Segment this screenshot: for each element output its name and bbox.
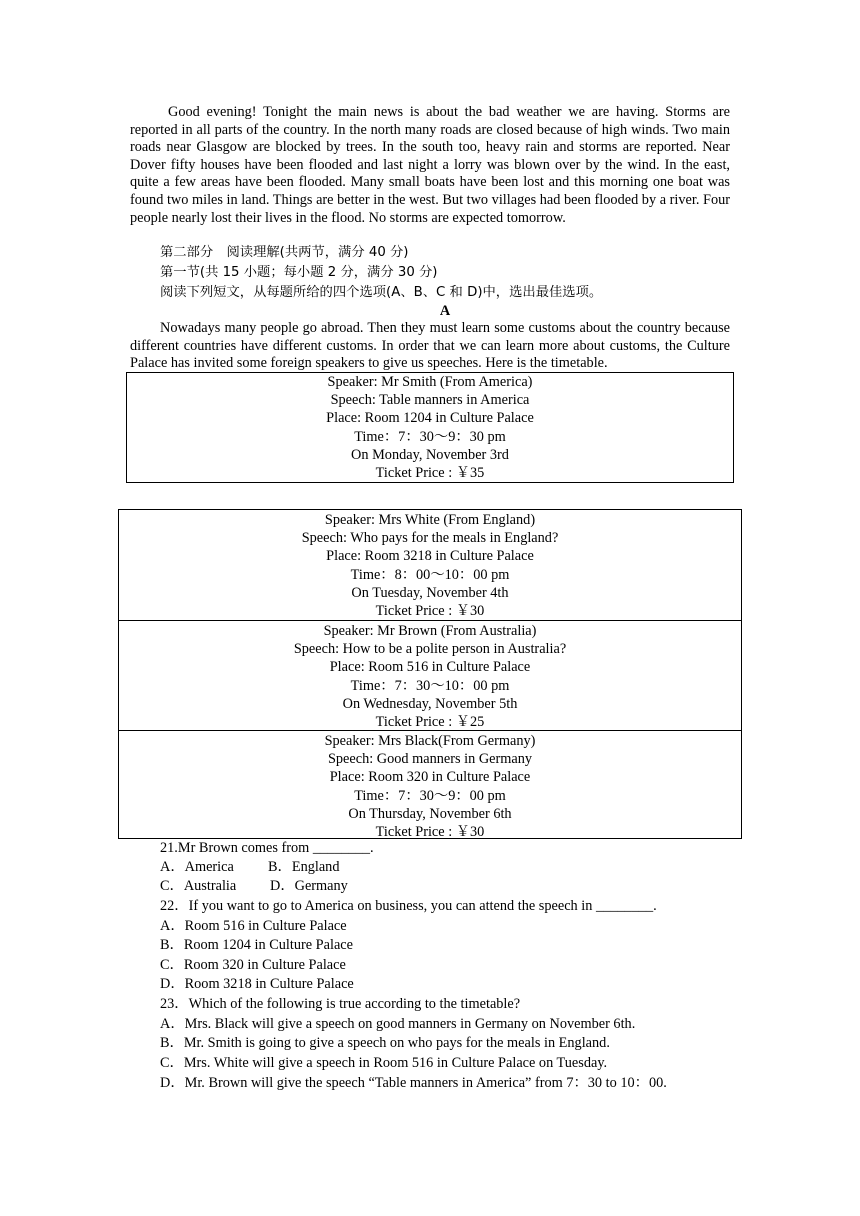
question-23-option-b: B．Mr. Smith is going to give a speech on who pays for the meals in England.: [160, 1035, 610, 1051]
timetable-smith: [126, 372, 734, 483]
date-line: On Wednesday, November 5th: [342, 695, 518, 712]
place-line: Place: Room 516 in Culture Palace: [329, 659, 531, 676]
question-21-option-a: A．America: [160, 859, 234, 875]
question-23-stem: 23．Which of the following is true according to the timetable?: [160, 996, 521, 1012]
date-line: On Monday, November 3rd: [351, 446, 509, 463]
place-line: Place: Room 1204 in Culture Palace: [326, 410, 534, 427]
question-23-option-d: D．Mr. Brown will give the speech “Table manners in America” from 7：30 to 10：00.: [160, 1075, 667, 1091]
speaker-line: Speaker: Mrs Black(From Germany): [324, 733, 536, 749]
date-line: On Thursday, November 6th: [348, 805, 512, 822]
question-21-option-c: C．Australia: [160, 878, 237, 894]
time-line: Time：7：30～9：30 pm: [354, 428, 506, 445]
section-title: 第二部分 阅读理解(共两节，满分 40 分): [160, 245, 409, 260]
speaker-line: Speaker: Mr Brown (From Australia): [323, 623, 537, 639]
speech-line: Speech: Who pays for the meals in England?: [301, 530, 559, 547]
passage-intro: Nowadays many people go abroad. Then they must learn some customs about the country because different countries have different customs. In order that we can learn more about customs, the Culture Palace has invited some foreign speakers to give us speeches. Here is the timetable.: [130, 320, 730, 372]
question-23-option-a: A．Mrs. Black will give a speech on good manners in Germany on November 6th.: [160, 1016, 636, 1032]
question-21-option-b: B．England: [268, 859, 340, 875]
timetable-cell-brown: [119, 620, 741, 730]
question-22-option-d: D．Room 3218 in Culture Palace: [160, 976, 354, 992]
speech-line: Speech: How to be a polite person in Australia?: [293, 641, 567, 658]
question-22-stem: 22．If you want to go to America on business, you can attend the speech in ________.: [160, 898, 657, 914]
speaker-line: Speaker: Mr Smith (From America): [327, 374, 533, 390]
timetable-cell-white: [119, 510, 741, 620]
question-22-option-a: A．Room 516 in Culture Palace: [160, 918, 347, 934]
timetable-cell-black: [119, 730, 741, 841]
instruction-text: 阅读下列短文，从每题所给的四个选项(A、B、C 和 D)中，选出最佳选项。: [160, 285, 603, 300]
speaker-line: Speaker: Mrs White (From England): [324, 512, 536, 528]
question-23-option-c: C．Mrs. White will give a speech in Room 516 in Culture Palace on Tuesday.: [160, 1055, 608, 1071]
question-21-stem: 21.Mr Brown comes from ________.: [160, 840, 374, 856]
place-line: Place: Room 3218 in Culture Palace: [326, 548, 534, 565]
price-line: Ticket Price : ￥30: [375, 603, 485, 620]
time-line: Time：7：30～9：00 pm: [354, 787, 506, 804]
date-line: On Tuesday, November 4th: [351, 584, 509, 601]
time-line: Time：8：00～10：00 pm: [350, 566, 510, 583]
price-line: Ticket Price : ￥35: [375, 465, 485, 482]
place-line: Place: Room 320 in Culture Palace: [329, 769, 531, 786]
speech-line: Speech: Table manners in America: [330, 392, 530, 409]
question-21-option-d: D．Germany: [270, 878, 348, 894]
listening-transcript: Good evening! Tonight the main news is about the bad weather we are having. Storms are reported in all parts of the country. In the north many roads are closed because of high winds. Two main roads near Glasgow are blocked by trees. In the south too, heavy rain and storms are reported. Near Dover fifty houses have been flooded and last night a lorry was blown over by the wind. In the east, quite a few areas have been flooded. Many small boats have been lost and this morning one boat was found two miles in land. Things are better in the west. But two villages had been flooded by a river. Four people nearly lost their lives in the flood. No storms are expected tomorrow.: [130, 104, 730, 226]
price-line: Ticket Price : ￥25: [375, 714, 485, 731]
speech-line: Speech: Good manners in Germany: [327, 751, 533, 768]
price-line: Ticket Price : ￥30: [375, 824, 485, 841]
question-22-option-b: B．Room 1204 in Culture Palace: [160, 937, 353, 953]
subsection-title: 第一节(共 15 小题；每小题 2 分，满分 30 分): [160, 265, 438, 280]
passage-letter: A: [439, 303, 451, 319]
time-line: Time：7：30～10：00 pm: [350, 677, 510, 694]
timetable-table: [118, 509, 742, 839]
question-22-option-c: C．Room 320 in Culture Palace: [160, 957, 346, 973]
